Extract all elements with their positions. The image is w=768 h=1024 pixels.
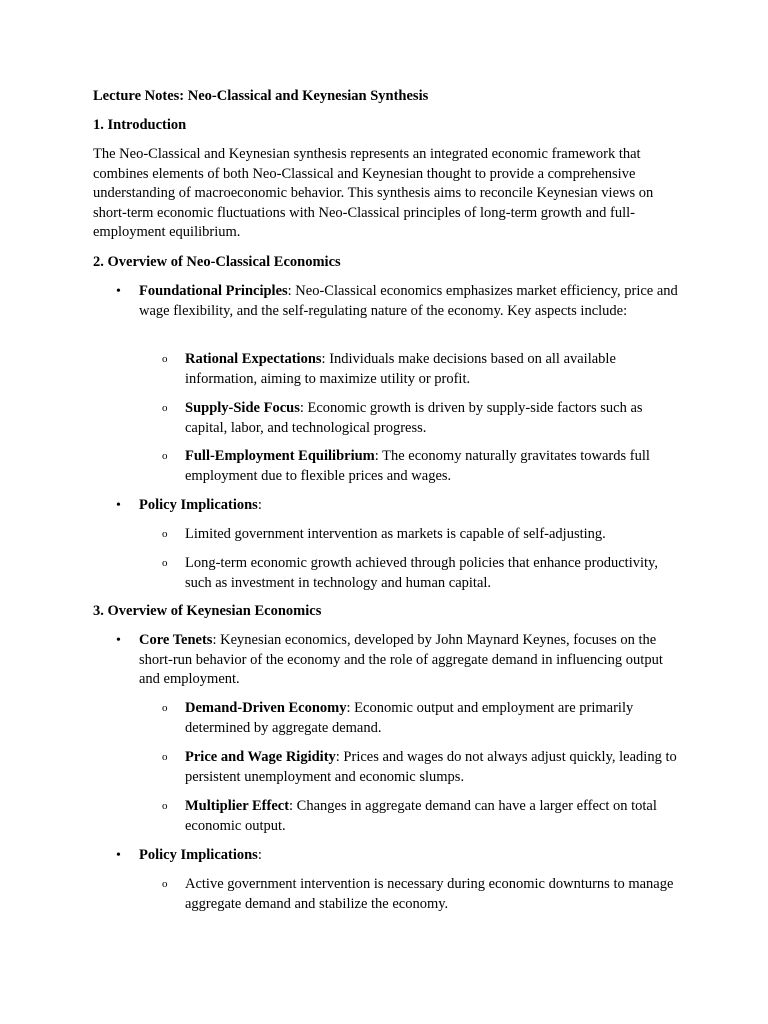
item-label: Policy Implications xyxy=(139,497,258,513)
list-item xyxy=(185,447,680,486)
item-text: : Neo-Classical economics emphasizes market efficiency, price and wage flexibility, and the self-regulating nature of the economy. Key aspects include: xyxy=(139,283,678,319)
sub-bullet-icon: o xyxy=(162,402,168,414)
list-item xyxy=(139,846,679,866)
sub-bullet-icon: o xyxy=(162,751,168,763)
sub-bullet-icon: o xyxy=(162,800,168,812)
list-item xyxy=(139,496,679,516)
item-text: : Changes in aggregate demand can have a larger effect on total economic output. xyxy=(185,798,657,834)
item-label: Rational Expectations xyxy=(185,351,322,367)
item-text: : Economic growth is driven by supply-side factors such as capital, labor, and technological progress. xyxy=(185,400,643,436)
bullet-icon: • xyxy=(116,284,121,299)
item-text: : xyxy=(257,497,262,513)
bullet-icon: • xyxy=(116,848,121,863)
bullet-icon: • xyxy=(116,633,121,648)
item-label: Demand-Driven Economy xyxy=(185,700,347,716)
item-text: : Individuals make decisions based on all available information, aiming to maximize utility or profit. xyxy=(185,351,616,387)
document-title: Lecture Notes: Neo-Classical and Keynesian Synthesis xyxy=(93,88,429,104)
bullet-icon: • xyxy=(116,498,121,513)
sub-bullet-icon: o xyxy=(162,557,168,569)
item-text: : Economic output and employment are primarily determined by aggregate demand. xyxy=(185,700,634,736)
list-item xyxy=(185,748,680,787)
section-heading-keynesian: 3. Overview of Keynesian Economics xyxy=(93,603,322,619)
item-label: Policy Implications xyxy=(139,847,258,863)
item-label: Foundational Principles xyxy=(139,283,288,299)
list-item xyxy=(185,797,680,836)
sub-bullet-icon: o xyxy=(162,702,168,714)
item-text: : The economy naturally gravitates towards full employment due to flexible prices and wages. xyxy=(185,448,650,484)
list-item: Limited government intervention as markets is capable of self-adjusting. xyxy=(185,526,606,542)
list-item xyxy=(185,350,680,389)
item-text: : Keynesian economics, developed by John Maynard Keynes, focuses on the short-run behavior of the economy and the role of aggregate demand in influencing output and employment. xyxy=(139,632,663,688)
sub-bullet-icon: o xyxy=(162,450,168,462)
item-label: Supply-Side Focus xyxy=(185,400,300,416)
list-item xyxy=(139,631,679,690)
item-label: Price and Wage Rigidity xyxy=(185,749,336,765)
sub-bullet-icon: o xyxy=(162,353,168,365)
sub-bullet-icon: o xyxy=(162,528,168,540)
intro-paragraph: The Neo-Classical and Keynesian synthesis represents an integrated economic framework that combines elements of both Neo-Classical and Keynesian thought to provide a comprehensive understanding of macroeconomic behavior. This synthesis aims to reconcile Keynesian views on short-term economic fluctuations with Neo-Classical principles of long-term growth and full-employment equilibrium. xyxy=(93,146,654,241)
list-item: Long-term economic growth achieved through policies that enhance productivity, such as investment in technology and human capital. xyxy=(185,555,658,591)
item-text: : Prices and wages do not always adjust quickly, leading to persistent unemployment and economic slumps. xyxy=(185,749,677,785)
item-label: Core Tenets xyxy=(139,632,213,648)
list-item xyxy=(185,699,680,738)
section-heading-introduction: 1. Introduction xyxy=(93,117,187,133)
list-item xyxy=(185,399,680,438)
item-label: Multiplier Effect xyxy=(185,798,290,814)
list-item xyxy=(139,282,679,321)
sub-bullet-icon: o xyxy=(162,878,168,890)
section-heading-neo-classical: 2. Overview of Neo-Classical Economics xyxy=(93,254,341,270)
item-label: Full-Employment Equilibrium xyxy=(185,448,375,464)
item-text: : xyxy=(257,847,262,863)
list-item: Active government intervention is necessary during economic downturns to manage aggregate demand and stabilize the economy. xyxy=(185,876,674,912)
